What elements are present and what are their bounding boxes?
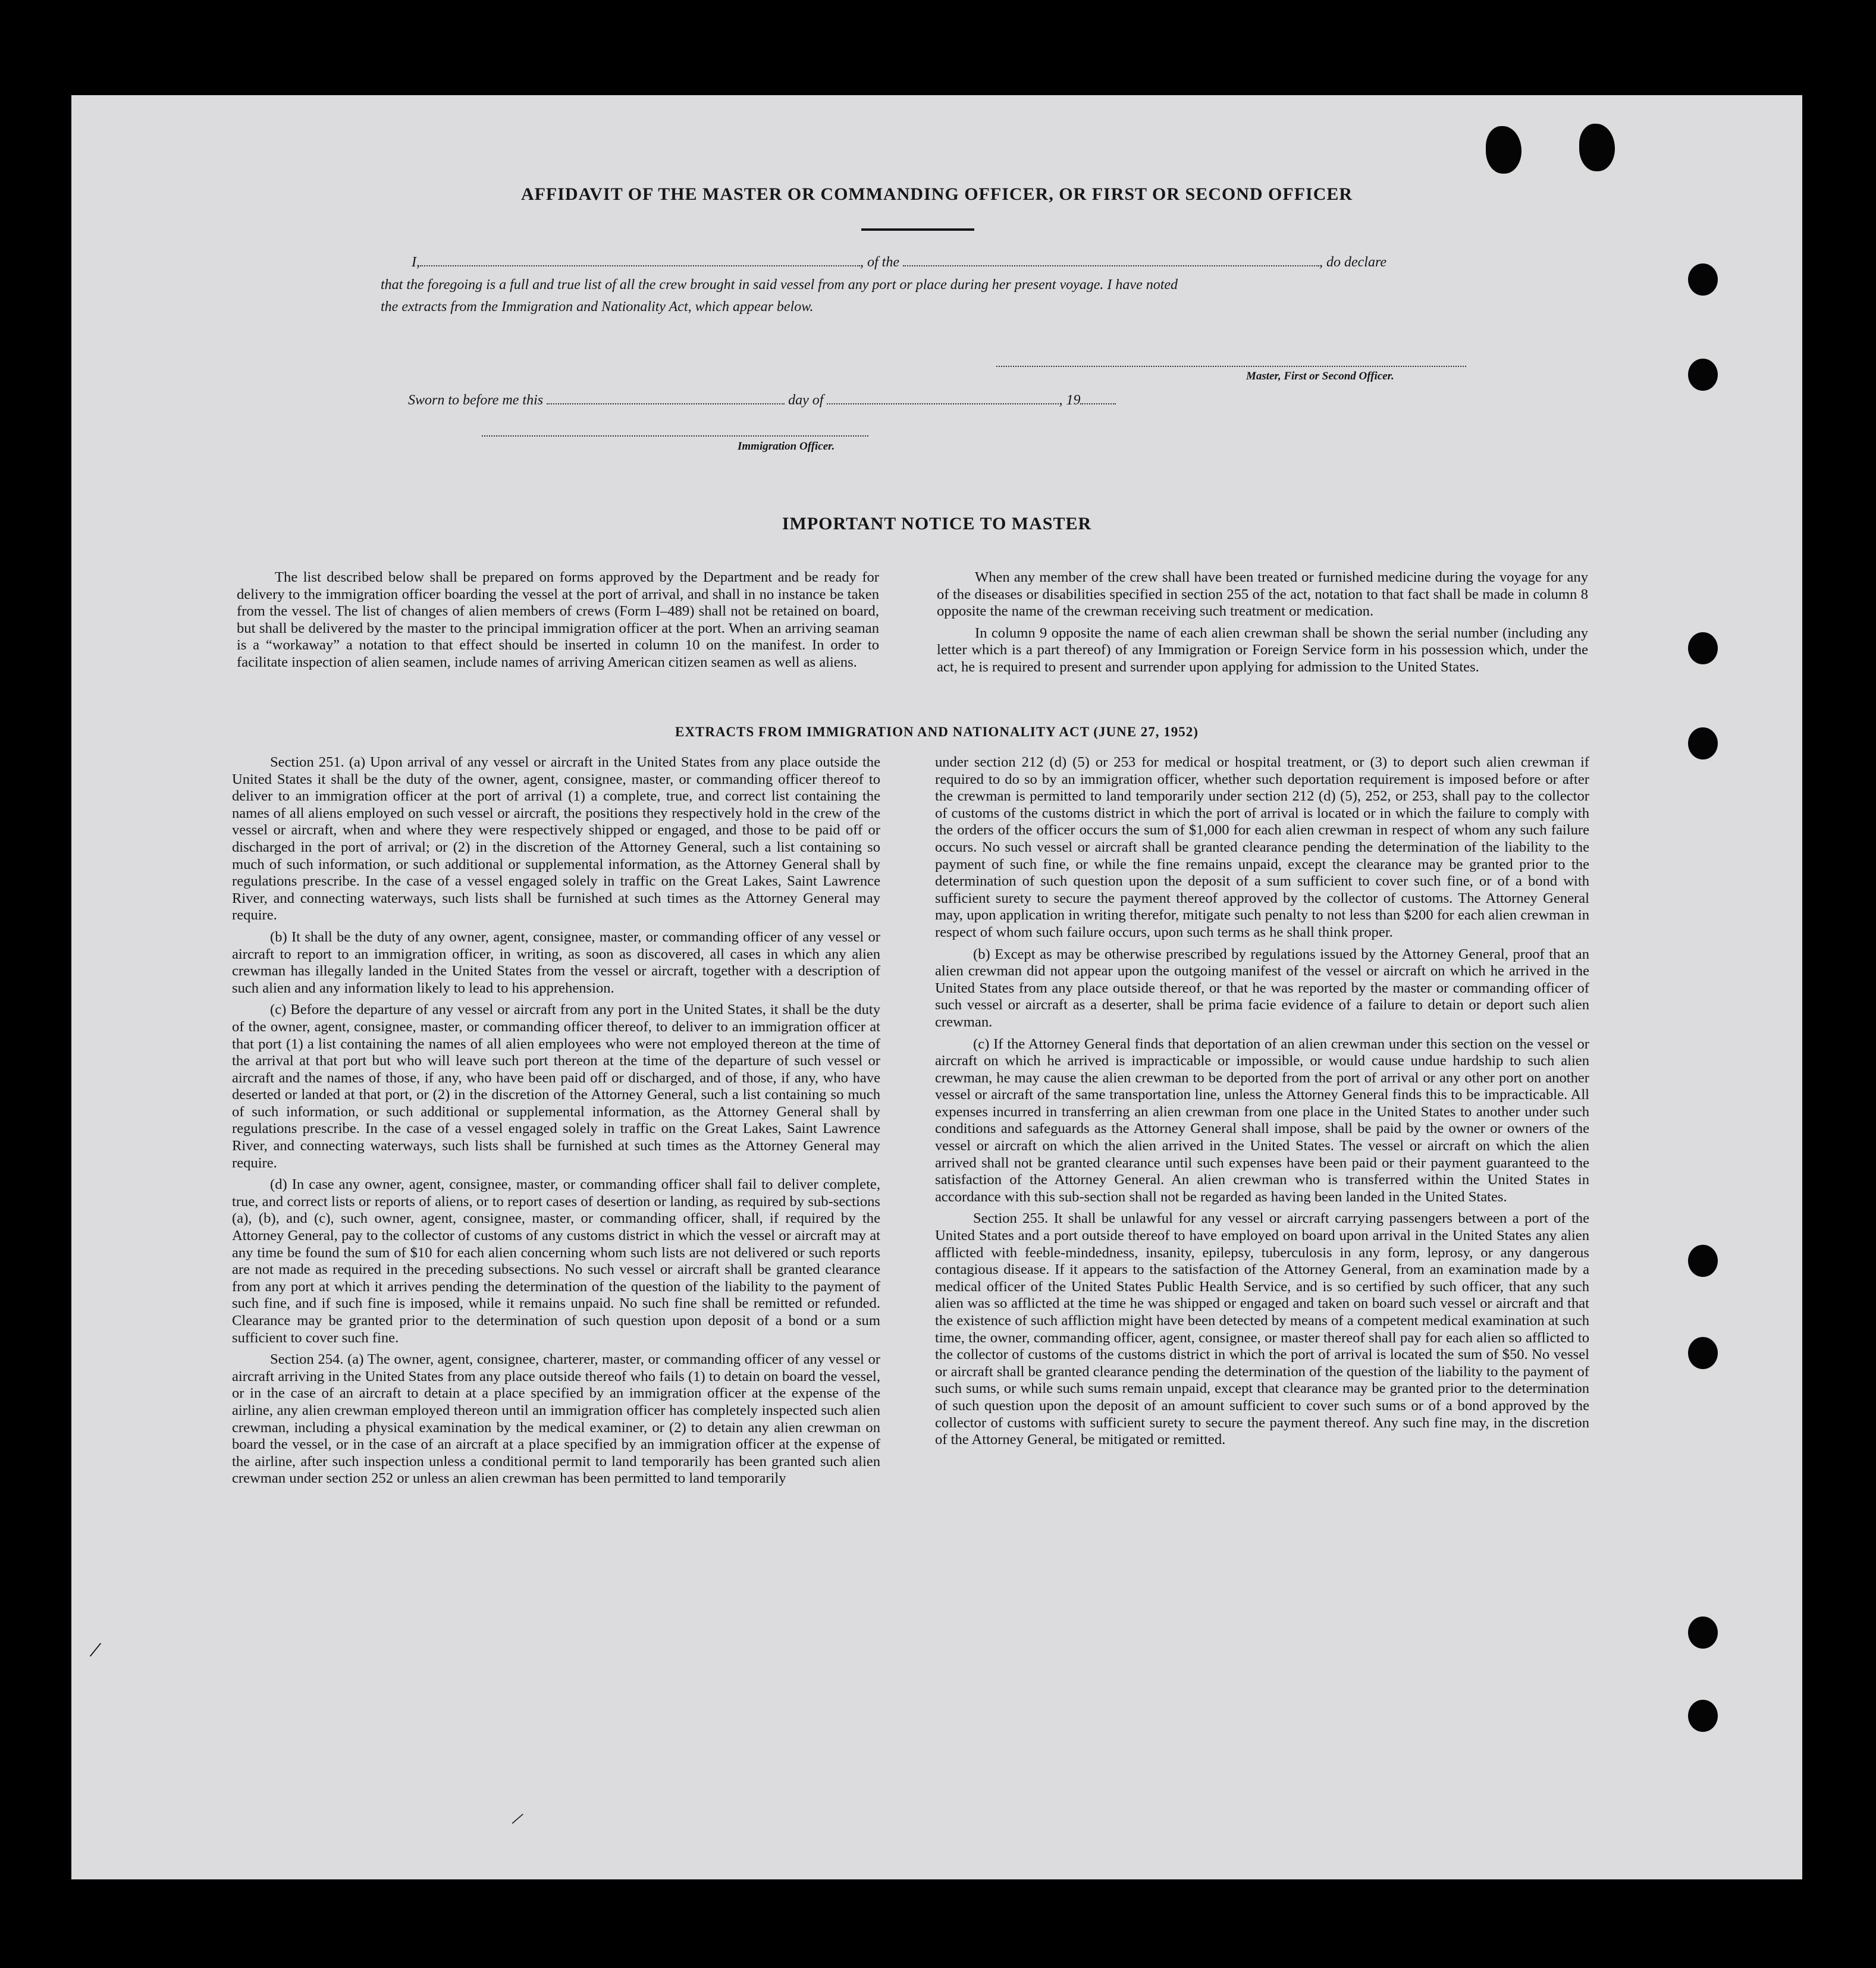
notice-right-column <box>937 569 1588 676</box>
affidavit-title: AFFIDAVIT OF THE MASTER OR COMMANDING OFFICER, OR FIRST OR SECOND OFFICER <box>520 184 1353 204</box>
notice-left-column <box>237 569 879 671</box>
punch-hole <box>1688 263 1718 296</box>
sworn-day-blank <box>547 393 785 404</box>
document-page <box>71 95 1802 1879</box>
master-signature-line <box>996 366 1466 367</box>
punch-hole <box>1579 124 1615 171</box>
pencil-mark-2: / <box>509 1808 526 1830</box>
master-caption: Master, First or Second Officer. <box>1246 370 1394 382</box>
section-254a: Section 254. (a) The owner, agent, consignee, charterer, master, or commanding officer of any vessel or aircraft arriving in the United States from any place outside thereof who fails (1) to detain on board the vessel, or in the case of an aircraft to detain at a place specified by an immigration officer at the expense of the airline, any alien crewman employed thereon until an immigration officer has completely inspected such alien crewman, including a physical examination by the medical examiner, or (2) to detain any alien crewman on board the vessel, or in the case of an aircraft at a place specified by an immigration officer at the expense of the airline, after such inspection unless a conditional permit to land temporarily has been granted such alien crewman under section 252 or unless an alien crewman has been permitted to land temporarily <box>232 1351 880 1487</box>
punch-hole <box>1688 359 1718 391</box>
punch-hole <box>1688 727 1718 759</box>
title-rule <box>861 228 974 231</box>
notice-right-paragraph-1: When any member of the crew shall have been treated or furnished medicine during the voyage for any of the diseases or disabilities specified in section 255 of the act, notation to that fact shall be made in column 8 opposite the name of the crewman receiving such treatment or medication. <box>937 569 1588 620</box>
immigration-caption: Immigration Officer. <box>738 440 835 453</box>
sworn-label: Sworn to before me this <box>408 393 544 408</box>
section-255: Section 255. It shall be unlawful for any vessel or aircraft carrying passengers between a port of the United States and a port outside thereof to have employed on board upon arrival in the United States any alien afflicted with feeble-mindedness, insanity, epilepsy, tuberculosis in any form, leprosy, or any dangerous contagious disease. If it appears to the satisfaction of the Attorney General, from an examination made by a medical officer of the United States Public Health Service, and is so certified by such officer, that any such alien was so afflicted at the time he was shipped or engaged and taken on board such vessel or aircraft and that the existence of such affliction might have been detected by means of a competent medical examination at such time, the owner, commanding officer, agent, consignee, or master thereof shall pay for each alien so afflicted to the collector of customs of the customs district in which the port of arrival is located the sum of $50. No vessel or aircraft shall be granted clearance pending the determination of the question of the liability to the payment of such sums, or while such sums remain unpaid, except that clearance may be granted prior to the determination of such question upon the deposit of an amount sufficient to cover such sums or of a bond approved by the collector of customs with sufficient surety to secure the payment thereof. Any such fine may, in the discretion of the Attorney General, be mitigated or remitted. <box>935 1210 1589 1448</box>
notice-left-paragraph: The list described below shall be prepared on forms approved by the Department and be ready for delivery to the immigration officer boarding the vessel at the port of arrival, and shall in no instance be taken from the vessel. The list of changes of alien members of crews (Form I–489) shall not be retained on board, but shall be delivered by the master to the principal immigration officer at the port. When an arriving seaman is a “workaway” a notation to that effect should be inserted in column 10 on the manifest. In order to facilitate inspection of alien seamen, include names of arriving American citizen seamen as well as aliens. <box>237 569 879 670</box>
extracts-title: EXTRACTS FROM IMMIGRATION AND NATIONALITY ACT (JUNE 27, 1952) <box>675 724 1199 739</box>
punch-hole <box>1688 1617 1718 1649</box>
affidavit-line-2: that the foregoing is a full and true list of all the crew brought in said vessel from any port or place during her present voyage. I have noted <box>381 277 1178 293</box>
affidavit-i-label: I, <box>412 255 420 270</box>
affidavit-line-1 <box>412 255 1386 271</box>
month-blank <box>827 393 1059 404</box>
notice-title: IMPORTANT NOTICE TO MASTER <box>782 514 1092 533</box>
section-254a-cont: under section 212 (d) (5) or 253 for medical or hospital treatment, or (3) to deport such alien crewman if required to do so by an immigration officer, whether such deportation requirement is imposed before or after the crewman is permitted to land temporarily under section 212 (d) (5), 252, or 253, shall pay to the collector of customs of the customs district in which the port of arrival is located or in which the failure to comply with the orders of the officer occurs the sum of $1,000 for each alien crewman in respect of whom any such failure occurs. No such vessel or aircraft shall be granted clearance pending the determination of the liability to the payment of such fine, or while the fine remains unpaid, except the clearance may be granted prior to the determination of such question upon the deposit of a sum sufficient to cover such fine, or of a bond with sufficient surety to secure the payment thereof approved by the collector of customs. The Attorney General may, upon application in writing therefor, mitigate such penalty to not less than $200 for each alien crewman in respect of whom such failure occurs, upon such terms as he shall think proper. <box>935 754 1589 940</box>
year-label: , 19 <box>1059 393 1081 408</box>
punch-hole <box>1688 1245 1718 1277</box>
notice-right-paragraph-2: In column 9 opposite the name of each alien crewman shall be shown the serial number (including any letter which is a part thereof) of any Immigration or Foreign Service form in his possession which, under the act, he is required to present and surrender upon applying for admission to the United States. <box>937 624 1588 675</box>
day-of-label: day of <box>788 393 824 408</box>
extracts-right-column <box>935 754 1589 1449</box>
sworn-line <box>408 393 1116 409</box>
vessel-blank <box>903 255 1319 266</box>
section-254c: (c) If the Attorney General finds that deportation of an alien crewman under this section on the vessel or aircraft on which he arrived is impracticable or impossible, or would cause undue hardship to such alien crewman, he may cause the alien crewman to be deported from the port of arrival or any other port on another vessel or aircraft of the same transportation line, unless the Attorney General finds this to be impracticable. All expenses incurred in transferring an alien crewman from one place in the United States to another under such conditions and safeguards as the Attorney General shall impose, shall be paid by the owner or owners of the vessel or aircraft on which the alien arrived in the United States. The vessel or aircraft on which the alien arrived shall not be granted clearance until such expenses have been paid or their payment guaranteed to the satisfaction of the Attorney General. An alien crewman who is transferred within the United States in accordance with this sub-section shall not be regarded as having been landed in the United States. <box>935 1035 1589 1205</box>
section-254b: (b) Except as may be otherwise prescribed by regulations issued by the Attorney General, proof that an alien crewman did not appear upon the outgoing manifest of the vessel or aircraft on which he arrived in the United States from any place outside thereof, or that he was reported by the master or commanding officer of such vessel or aircraft as a deserter, shall be prima facie evidence of a failure to detain or deport such alien crewman. <box>935 946 1589 1030</box>
punch-hole <box>1688 632 1718 664</box>
of-the-label: , of the <box>860 255 899 270</box>
punch-hole <box>1688 1700 1718 1732</box>
extracts-left-column <box>232 754 880 1487</box>
year-blank <box>1080 393 1116 404</box>
do-declare-label: , do declare <box>1319 255 1387 270</box>
immigration-signature-line <box>482 435 868 437</box>
punch-hole <box>1486 126 1521 174</box>
section-251a: Section 251. (a) Upon arrival of any vessel or aircraft in the United States from any place outside the United States it shall be the duty of the owner, agent, consignee, master, or commanding officer thereof to deliver to an immigration officer at the port of arrival (1) a complete, true, and correct list containing the names of all aliens employed on such vessel or aircraft, the positions they respectively hold in the crew of the vessel or aircraft, when and where they were respectively shipped or engaged, and those to be paid off or discharged in the port of arrival; or (2) in the discretion of the Attorney General, such a list containing so much of such information, or such additional or supplemental information, as the Attorney General shall by regulations prescribe. In the case of a vessel engaged solely in traffic on the Great Lakes, Saint Lawrence River, and connecting waterways, such lists shall be furnished at such times as the Attorney General may require. <box>232 754 880 924</box>
section-251b: (b) It shall be the duty of any owner, agent, consignee, master, or commanding officer of any vessel or aircraft to report to an immigration officer, in writing, as soon as discovered, all cases in which any alien crewman has illegally landed in the United States from the vessel or aircraft, together with a description of such alien and any information likely to lead to his apprehension. <box>232 928 880 996</box>
section-251d: (d) In case any owner, agent, consignee, master, or commanding officer shall fail to deliver complete, true, and correct lists or reports of aliens, or to report cases of desertion or landing, as required by sub-sections (a), (b), and (c), such owner, agent, consignee, master, or commanding officer, shall, if required by the Attorney General, pay to the collector of customs of any customs district in which the vessel or aircraft may at any time be found the sum of $10 for each alien concerning whom such lists are not delivered or such reports are not made as required in the preceding subsections. No such vessel or aircraft shall be granted clearance from any port at which it arrives pending the determination of the question of the liability to the payment of such fine, and if such fine is imposed, while it remains unpaid. No such fine shall be remitted or refunded. Clearance may be granted prior to the determination of such question upon deposit of a bond or a sum sufficient to cover such fine. <box>232 1176 880 1346</box>
pencil-mark: / <box>87 1636 103 1663</box>
name-blank <box>420 255 860 266</box>
affidavit-line-3: the extracts from the Immigration and Nationality Act, which appear below. <box>381 299 814 315</box>
punch-hole <box>1688 1337 1718 1369</box>
section-251c: (c) Before the departure of any vessel or aircraft from any port in the United States, it shall be the duty of the owner, agent, consignee, master, or commanding officer thereof, to deliver to an immigration officer at that port (1) a list containing the names of all alien employees who were not employed thereon at the time of the arrival at that port but who will leave such port thereon at the time of the departure of such vessel or aircraft and the names of those, if any, who have been paid off or discharged, and of those, if any, who have deserted or landed at that port, or (2) in the discretion of the Attorney General, such a list containing so much of such information, or such additional or supplemental information, as the Attorney General shall by regulations prescribe. In the case of a vessel engaged solely in traffic on the Great Lakes, Saint Lawrence River, and connecting waterways, such lists shall be furnished at such times as the Attorney General may require. <box>232 1002 880 1171</box>
